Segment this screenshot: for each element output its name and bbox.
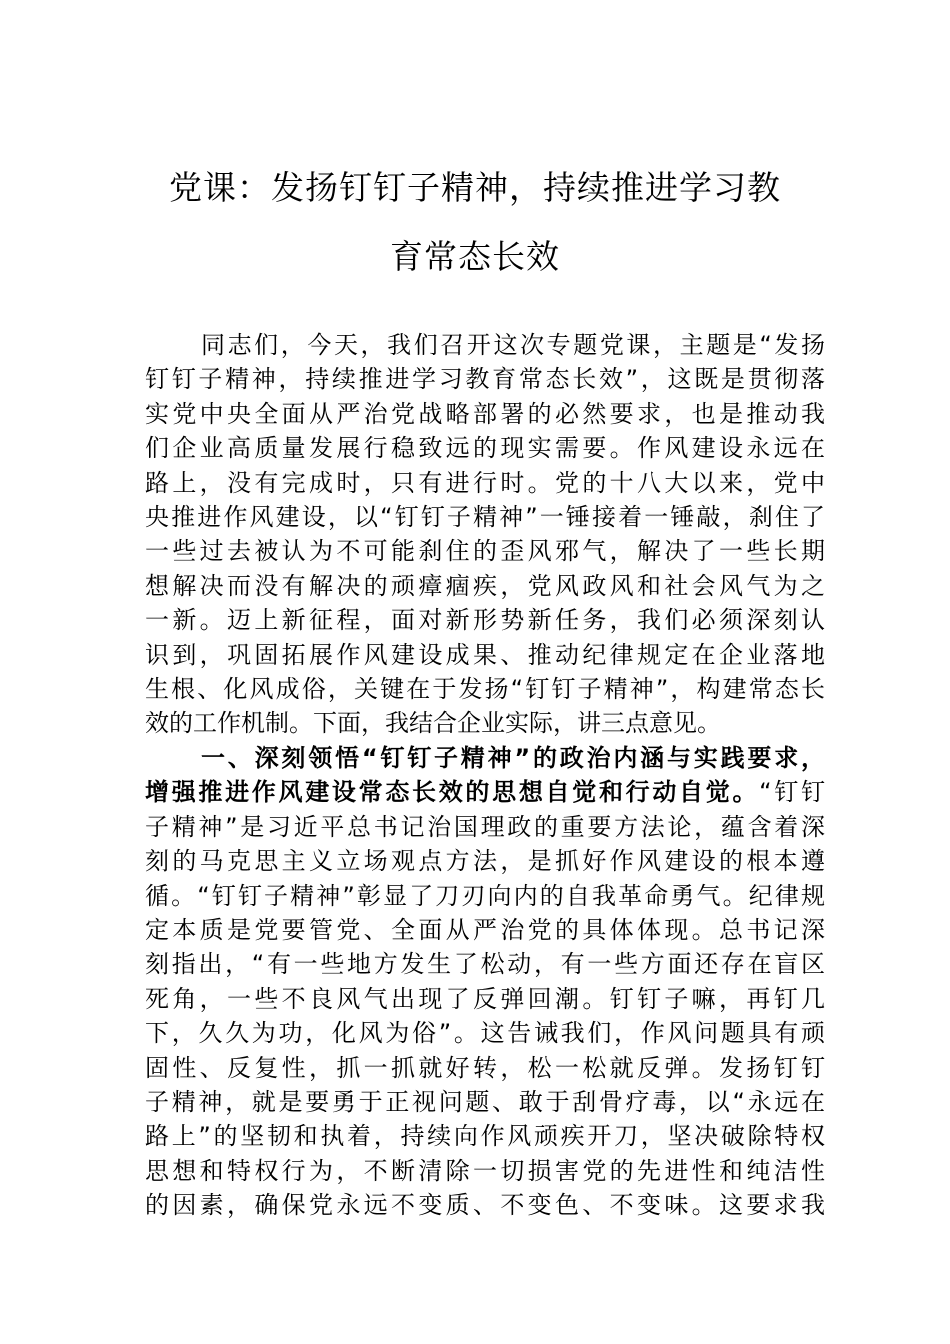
document-title-line-1: 党课：发扬钉钉子精神，持续推进学习教 [169,168,781,207]
text-line: 定本质是党要管党、全面从严治党的具体体现。总书记深 [145,915,825,944]
text-line: 的因素，确保党永远不变质、不变色、不变味。这要求我 [145,1191,825,1220]
section-heading-line-2-container [145,775,825,809]
text-line: 固性、反复性，抓一抓就好转，松一松就反弹。发扬钉钉 [145,1053,825,1082]
text-line: 子精神”是习近平总书记治国理政的重要方法论，蕴含着深 [145,812,825,841]
text-line: 下，久久为功，化风为俗”。这告诫我们，作风问题具有顽 [145,1019,825,1048]
text-line: 路上”的坚韧和执着，持续向作风顽疾开刀，坚决破除特权 [145,1122,825,1151]
text-line-fragment: “钉钉 [759,778,825,807]
section-heading-line-1: 一、深刻领悟“钉钉子精神”的政治内涵与实践要求， [201,744,825,772]
text-line: 思想和特权行为，不断清除一切损害党的先进性和纯洁性 [145,1156,825,1185]
text-line: 们企业高质量发展行稳致远的现实需要。作风建设永远在 [145,434,825,463]
text-line: 同志们，今天，我们召开这次专题党课，主题是“发扬 [201,331,825,359]
text-line: 效的工作机制。下面，我结合企业实际，讲三点意见。 [145,709,721,738]
text-line: 循。“钉钉子精神”彰显了刀刃向内的自我革命勇气。纪律规 [145,881,825,910]
paragraph-section-one [145,741,825,1222]
text-line: 生根、化风成俗，关键在于发扬“钉钉子精神”，构建常态长 [145,674,825,703]
text-line: 一些过去被认为不可能刹住的歪风邪气，解决了一些长期 [145,537,825,566]
text-line: 一新。迈上新征程，面对新形势新任务，我们必须深刻认 [145,606,825,635]
text-line: 子精神，就是要勇于正视问题、敢于刮骨疗毒，以“永远在 [145,1087,825,1116]
text-line: 刻指出，“有一些地方发生了松动，有一些方面还存在盲区 [145,950,825,979]
text-line: 实党中央全面从严治党战略部署的必然要求，也是推动我 [145,399,825,428]
text-line: 央推进作风建设，以“钉钉子精神”一锤接着一锤敲，刹住了 [145,502,825,531]
text-line: 识到，巩固拓展作风建设成果、推动纪律规定在企业落地 [145,640,825,669]
paragraph-intro [145,328,825,741]
text-line: 死角，一些不良风气出现了反弹回潮。钉钉子嘛，再钉几 [145,984,825,1013]
text-line: 钉钉子精神，持续推进学习教育常态长效”，这既是贯彻落 [145,365,825,394]
text-line: 刻的马克思主义立场观点方法，是抓好作风建设的根本遵 [145,847,825,876]
section-heading-line-2: 增强推进作风建设常态长效的思想自觉和行动自觉。 [145,778,760,807]
text-line: 路上，没有完成时，只有进行时。党的十八大以来，党中 [145,468,825,497]
text-line: 想解决而没有解决的顽瘴痼疾，党风政风和社会风气为之 [145,571,825,600]
document-title-line-2: 育常态长效 [390,237,560,276]
